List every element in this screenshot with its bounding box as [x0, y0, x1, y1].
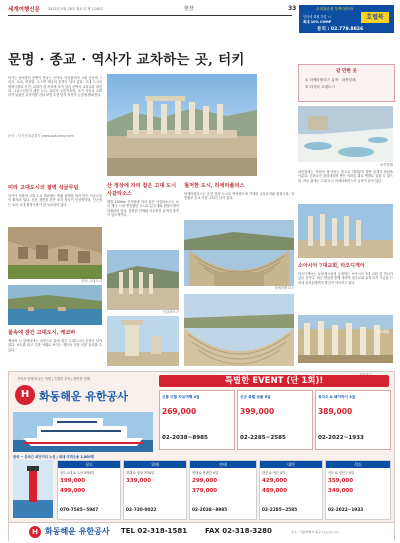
subhead-laodicea: 소아시아 7대교회, 라오디게아 — [298, 263, 365, 269]
event-card-title: 신규 특별 상품 5일 — [240, 395, 271, 399]
package-phone: 02-2285~2585 — [262, 508, 298, 513]
ad-company-name: 화동해운 유한공사 — [39, 390, 128, 403]
ad-footer — [9, 522, 394, 541]
photo-kekova — [8, 285, 102, 325]
col4-text: 라오디게아는 요한계시록에 등장하는 소아시아 7대 교회 중 하나가 있던 곳이다. 최근 발굴을 통해 대리석 열주로와 교회 터가 모습을 드러내 성지순례객의 발길이 이어지고 있다. — [298, 272, 393, 285]
issue-info: 2012년 5월 28일 월요일 제 1245호 — [48, 7, 104, 11]
col2-text: 해발 1500m 산자락에 자리 잡은 사갈라소스는 로마 제국 시대 번성했던 도시로 분수대와 원형극장이 복원되어 있다. 웅장한 산세와 어우러진 유적의 풍경이 압도적이다. — [107, 200, 179, 217]
photo-pamukkale — [298, 106, 393, 162]
caption-sagalassos: 사갈라소스 — [162, 310, 179, 314]
ad-tagline: 가족과 함께 떠나는 여행 | 특별한 추억 | 편안한 항해 — [17, 377, 90, 381]
event-card[interactable] — [315, 390, 391, 450]
package-items: 연태 & 봉래각 4일 — [192, 471, 219, 475]
subhead-myra: 미라 고대도시의 절벽 석굴무덤 — [8, 185, 79, 191]
subhead-kekova: 물속에 잠긴 고대도시, 케코바 — [8, 330, 76, 336]
photo-ruins-hero — [107, 74, 257, 176]
col1-text2: 케코바 섬 앞바다에는 지진으로 물에 잠긴 고대도시의 흔적이 남아 있다. 보트를 타고 수면 아래로 보이는 계단과 건물 터를 둘러볼 수 있다. — [8, 339, 102, 352]
package-card[interactable] — [123, 460, 187, 520]
event-card-phone: 02-2022~1933 — [318, 435, 364, 441]
package-items: 위해 & 영성 3박4일 — [126, 471, 155, 475]
header-rule — [8, 15, 292, 16]
top-ad-line3: 최대 10% COMP — [303, 20, 332, 24]
package-region: 위해 — [124, 461, 186, 468]
package-phone: 02-2022~1933 — [328, 508, 364, 513]
event-card-price: 269,000 — [162, 407, 197, 416]
package-price: 429,000 — [262, 478, 288, 484]
ad-logo-icon: H — [15, 385, 35, 405]
caption-hierapolis: 히에라폴리스 — [274, 286, 294, 290]
package-price: 349,000 — [328, 488, 354, 494]
package-region: 대련 — [260, 461, 322, 468]
package-phone: 070-7585~5947 — [60, 508, 99, 513]
package-card[interactable] — [259, 460, 323, 520]
event-card-price: 389,000 — [318, 407, 353, 416]
footer-address: 주소 : 서울특별시 중구 ○○○로 ○○ — [291, 530, 339, 534]
package-phone: 02-2038~8985 — [192, 508, 228, 513]
event-card-title: 칭다오 & 웨이하이 5일 — [318, 395, 356, 399]
package-card[interactable] — [57, 460, 121, 520]
info-box-item: ② 터키의 고대도시 — [305, 85, 335, 89]
top-ad-line1: 초대권증정 부쩍다한번! — [316, 7, 354, 11]
package-price: 499,000 — [60, 488, 86, 494]
section-label: 현장 — [184, 6, 194, 12]
page-number: 33 — [288, 5, 297, 12]
subhead-sagalassos: 산 정상에 자리 잡은 고대 도시 사갈라소스 — [107, 183, 177, 197]
event-card-price: 399,000 — [240, 407, 275, 416]
caption-pamukkale: 파묵칼레 — [379, 163, 393, 167]
package-price: 379,000 — [192, 488, 218, 494]
photo-column — [107, 316, 179, 366]
photo-colonnade — [298, 315, 393, 363]
photo-laodicea — [298, 204, 393, 258]
package-items: 석도 & 성산두 5일 — [328, 471, 355, 475]
top-ad[interactable] — [299, 5, 394, 33]
ad-decor-image — [13, 460, 53, 518]
event-banner[interactable] — [159, 375, 389, 387]
col-right-text: 파묵칼레는 '목화의 성'이라는 뜻으로 석회붕의 하얀 층계가 장관을 이룬다. 온천수가 흘러내리며 만든 석회층 위로 맨발로 걸을 수 있으며, 바로 위에는 고대 도시 히에라폴리스의 유적이 남아 있다. — [298, 170, 393, 183]
package-price: 399,000 — [60, 478, 86, 484]
ship-caption: 한국 ~ 중국간 최단거리 노선 / 최대 여객수용 1,000명 — [13, 455, 94, 459]
package-items: 대련 & 여순 4일 — [262, 471, 285, 475]
ad-logo-block — [11, 376, 131, 416]
intro-credit: 문의 : 터키문화관광부 www.goturkey.com — [8, 134, 74, 138]
package-region: 석도 — [326, 461, 390, 468]
col3-text: 히에라폴리스는 온천 휴양 도시로 번성했으며 거대한 공동묘지와 원형극장, 성 빌립보 순교 기념 교회가 남아 있다. — [184, 192, 294, 201]
photo-hierapolis-theatre — [184, 220, 294, 286]
package-card[interactable] — [325, 460, 391, 520]
photo-sagalassos — [107, 250, 179, 310]
footer-fax: FAX 02-318-3280 — [205, 527, 272, 535]
info-box — [298, 64, 395, 102]
col1-text: 리키아 지방의 고대 도시 미라에는 바위 절벽을 파서 만든 석굴무덤이 줄지어 있다. 신전 정면을 본뜬 조각 장식이 인상적이며, 인근에는 로마 시대 원형극장이 잘 보존되어 있다. — [8, 194, 102, 207]
info-box-title: 갈 만한 곳 — [336, 69, 357, 74]
top-ad-brand: 호텔북 — [361, 12, 389, 23]
photo-myra — [8, 227, 102, 279]
package-price: 299,000 — [192, 478, 218, 484]
footer-logo-icon: H — [29, 526, 41, 538]
package-phone: 02-730-0022 — [126, 508, 157, 513]
headline: 문명 · 종교 · 역사가 교차하는 곳, 터키 — [8, 52, 245, 68]
caption-myra: 미라 고대도시 — [81, 279, 102, 283]
package-price: 339,000 — [126, 478, 152, 484]
package-price: 359,000 — [328, 478, 354, 484]
package-price: 489,000 — [262, 488, 288, 494]
event-card-phone: 02-2285~2585 — [240, 435, 286, 441]
intro-text: 터키는 동서양의 문명이 만나는 곳이다. 아나톨리아 고원 곳곳에 그리스, 로마, 비잔틴, 오스만 제국의 흔적이 남아 있다. 고대 도시의 원형극장과 신전, 교회가 한 자리에 모여 있어 문명의 교차로라 불린다. 그리스인들이 세운 도시, 로마의 공중목욕탕, 초기 기독교 교회 터가 뒤섞인 유적지를 걷다 보면 수천 년의 역사가 눈앞에 펼쳐진다. — [8, 76, 102, 98]
package-items: 청도시내 & 노산 3박4일 — [60, 471, 95, 475]
package-region: 연태 — [190, 461, 256, 468]
top-ad-phone: 문의 : 02.779.8826 — [317, 27, 364, 32]
package-region: 청도 — [58, 461, 120, 468]
event-card[interactable] — [159, 390, 235, 450]
event-card-phone: 02-2038~8985 — [162, 435, 208, 441]
ship-image — [13, 412, 153, 452]
caption-colonnade: 열주대로 — [376, 330, 390, 334]
event-card[interactable] — [237, 390, 313, 450]
package-card[interactable] — [189, 460, 257, 520]
subhead-hierapolis: 철저한 도시, 히에라폴리스 — [184, 183, 245, 189]
footer-tel[interactable]: TEL 02-318-1581 — [121, 527, 188, 535]
footer-company: 화동해운 유한공사 — [45, 527, 110, 536]
info-box-item: ① 히에라폴리스 유적 · 파묵칼레 — [305, 78, 356, 82]
paper-name: 세계여행신문 — [8, 7, 40, 13]
event-title: 특별한 EVENT (단 1회)! — [224, 376, 324, 386]
photo-amphitheatre — [184, 294, 294, 366]
ad-section[interactable] — [8, 371, 395, 541]
event-card-title: 신통 주말 자유여행 4일 — [162, 395, 200, 399]
top-ad-line2: 인터넷 회원 가입 시 — [303, 15, 331, 19]
